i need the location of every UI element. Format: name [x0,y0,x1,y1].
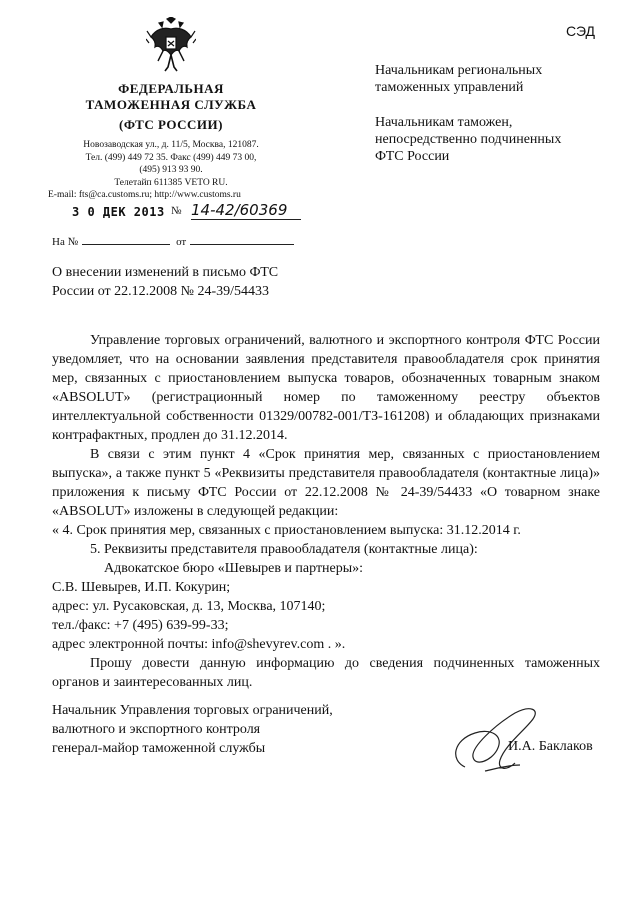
item-5: 5. Реквизиты представителя правообладателя (контактные лица): [90,542,478,557]
org-abbreviation: (ФТС РОССИИ) [119,117,223,132]
law-firm-name: Адвокатское бюро «Шевырев и партнеры»: [104,561,364,576]
contact-phone: тел./факс: +7 (495) 639-99-33; [52,618,229,633]
signatory-line: валютного и экспортного контроля [52,722,261,737]
signatory-line: генерал-майор таможенной службы [52,741,266,756]
sender-organization [52,81,290,133]
sender-address: Новозаводская ул., д. 11/5, Москва, 121087. [83,140,259,150]
signatory-line: Начальник Управления торговых ограничений, [52,703,333,718]
coat-of-arms-emblem-icon [146,17,196,73]
addressee-line: непосредственно подчиненных [375,132,562,147]
addressee-line: таможенных управлений [375,80,524,95]
body-paragraph-1: Управление торговых ограничений, валютного и экспортного контроля ФТС России уведомляет, что на основании заявления представителя правообладателя срок принятия мер, связанных с приостановлением выпуска товаров, обозначенных товарным знаком «ABSOLUT» (регистрационный номер по таможенному реестру объектов интеллектуальной собственности 01329/00782-001/ТЗ-161208) и обладающих признаками контрафактных, продлен до 31.12.2014. [52,333,600,443]
sender-contacts [40,139,302,202]
corner-mark: СЭД [566,23,596,39]
subject-line: России от 22.12.2008 № 24-39/54433 [52,284,270,299]
reference-date-label: от [176,236,187,248]
body-paragraph-2: В связи с этим пункт 4 «Срок принятия мер, связанных с приостановлением выпуска», а также пункт 5 «Реквизиты представителя правообладателя (контактные лица)» приложения к письму ФТС России от 22.12.2008 № 24-39/54433 «О товарном знаке «ABSOLUT» изложены в следующей редакции: [52,447,600,519]
signatory-title [52,701,333,758]
reference-line [52,236,294,248]
registration-number: 14-42/60369 [191,201,288,219]
org-name-line2: ТАМОЖЕННАЯ СЛУЖБА [85,97,257,112]
reference-number-blank [82,244,170,245]
org-name-line1: ФЕДЕРАЛЬНАЯ [118,81,224,96]
registration-number-label: № [171,205,182,217]
sender-teletype: Телетайп 611385 VETO RU. [114,177,228,188]
addressee-group-2 [375,114,561,165]
sender-email: E-mail: fts@ca.customs.ru; http://www.customs.ru [48,190,241,200]
sender-phone: Тел. (499) 449 72 35. Факс (499) 449 73 00, [85,152,257,163]
addressee-group-1 [375,62,542,96]
item-4: « 4. Срок принятия мер, связанных с приостановлением выпуска: 31.12.2014 г. [52,523,521,538]
letter-subject [52,263,278,301]
reference-date-blank [190,244,294,245]
body-paragraph-3: Прошу довести данную информацию до сведения подчиненных таможенных органов и заинтересованных лиц. [52,656,600,690]
letter-body [52,331,600,692]
subject-line: О внесении изменений в письмо ФТС [52,265,279,280]
contact-address: адрес: ул. Русаковская, д. 13, Москва, 107140; [52,599,326,614]
addressee-line: ФТС России [375,149,450,164]
registration-date-stamp: 3 0 ДЕК 2013 [72,205,165,219]
sender-phone2: (495) 913 93 90. [139,165,203,175]
reference-number-label: На № [52,236,79,248]
registration-number-underline [191,219,301,220]
signatory-name: И.А. Баклаков [508,739,593,754]
registration-line [72,201,288,219]
addressee-line: Начальникам региональных [375,63,543,78]
contact-email: адрес электронной почты: info@shevyrev.com . ». [52,637,346,652]
addressee-line: Начальникам таможен, [375,115,513,130]
contact-persons: С.В. Шевырев, И.П. Кокурин; [52,580,231,595]
